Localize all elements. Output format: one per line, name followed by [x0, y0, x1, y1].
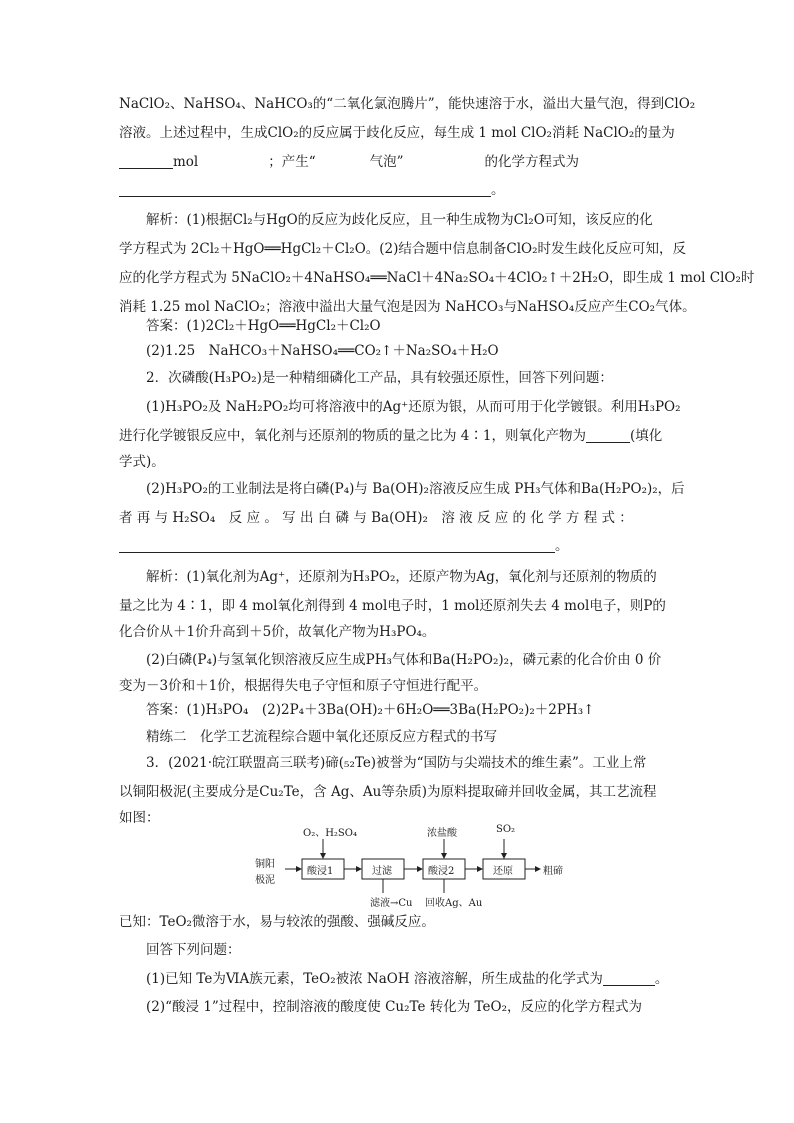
answer-blank[interactable]: [586, 428, 630, 443]
question-3-2: (2)“酸浸 1”过程中，控制溶液的酸度使 Cu₂Te 转化为 TeO₂，反应的化学方程式为: [146, 999, 642, 1015]
answer-blank[interactable]: [603, 971, 655, 986]
question-2a-text: 进行化学镀银反应中，氧化剂与还原剂的物质的量之比为 4∶1，则氧化产物为: [119, 428, 586, 444]
box-1-label: 酸浸1: [307, 866, 334, 877]
text-line-4: [119, 180, 505, 200]
question-2b-line-1: (2)H₃PO₂的工业制法是将白磷(P₄)与 Ba(OH)₂溶液反应生成 PH₃气体和Ba(H₂PO₂)₂，后: [146, 481, 685, 497]
question-3-1-text: (1)已知 Te为ⅥA族元素，TeO₂被浓 NaOH 溶液溶解，所生成盐的化学式为: [146, 971, 603, 987]
analysis-2-line-2: 量之比为 4∶1，即 4 mol氧化剂得到 4 mol电子时，1 mol还原剂失去 4 mol电子，则P的: [119, 598, 666, 614]
analysis-2-line-4: (2)白磷(P₄)与氢氧化钡溶液反应生成PH₃气体和Ba(H₂PO₂)₂，磷元素的化合价由 0 价: [146, 652, 662, 668]
output-label: 粗碲: [543, 866, 563, 877]
question-3-1: [146, 969, 668, 989]
question-2-title: 2．次磷酸(H₃PO₂)是一种精细磷化工产品，具有较强还原性，回答下列问题：: [146, 370, 613, 386]
question-3-line-1: 3．(2021·皖江联盟高三联考)碲(₅₂Te)被誉为“国防与尖端技术的维生素”。工业上常: [146, 755, 647, 771]
question-2b-line-3: [119, 536, 569, 556]
answer-prompt: 回答下列问题：: [146, 942, 241, 958]
analysis-1-line-4: 消耗 1.25 mol NaClO₂；溶液中溢出大量气泡是因为 NaHCO₃与NaHSO₄反应产生CO₂气体。: [119, 299, 696, 315]
question-2b-line-2: 者 再 与 H₂SO₄ 反 应 。 写 出 白 磷 与 Ba(OH)₂ 溶 液 反 应 的 化 学 方 程 式 ：: [119, 510, 633, 526]
answer-1-line-2: (2)1.25 NaHCO₃＋NaHSO₄══CO₂↑＋Na₂SO₄＋H₂O: [146, 343, 499, 359]
recover-label: 回收Ag、Au: [425, 898, 483, 909]
box-4-label: 还原: [493, 866, 513, 877]
mol-unit: mol: [173, 154, 199, 170]
question-2a-line-1: (1)H₃PO₂及 NaH₂PO₂均可将溶液中的Ag⁺还原为银，从而可用于化学镀银。利用H₃PO₂: [146, 399, 681, 415]
question-2a-line-2: [119, 426, 662, 446]
question-2a-tail: (填化: [629, 428, 663, 444]
analysis-1-line-2: 学方程式为 2Cl₂＋HgO══HgCl₂＋Cl₂O。(2)结合题中信息制备ClO₂时发生歧化反应可知，反: [119, 241, 687, 257]
answer-1-line-1: 答案：(1)2Cl₂＋HgO══HgCl₂＋Cl₂O: [146, 318, 381, 334]
analysis-2-line-3: 化合价从＋1价升高到＋5价，故氧化产物为H₃PO₄。: [119, 624, 436, 640]
analysis-1-line-3: 应的化学方程式为 5NaClO₂＋4NaHSO₄══NaCl＋4Na₂SO₄＋4ClO₂↑＋2H₂O，即生成 1 mol ClO₂时: [119, 270, 755, 286]
analysis-1-line-1: 解析：(1)根据Cl₂与HgO的反应为歧化反应，且一种生成物为Cl₂O可知，该反应的化: [146, 212, 653, 228]
reagent-2-label: 浓盐酸: [427, 828, 457, 839]
analysis-2-line-5: 变为－3价和＋1价，根据得失电子守恒和原子守恒进行配平。: [119, 678, 488, 694]
box-2-label: 过滤: [372, 866, 392, 877]
filtrate-label: 滤液→Cu: [370, 898, 413, 909]
text-line-3-rest: ；产生“ 气泡” 的化学方程式为: [268, 154, 580, 170]
answer-blank[interactable]: [119, 154, 173, 169]
text-line-2: 溶液。上述过程中，生成ClO₂的反应属于歧化反应，每生成 1 mol ClO₂消耗 NaClO₂的量为: [119, 125, 675, 141]
period: 。: [654, 971, 669, 987]
question-3-line-3: 如图：: [119, 810, 160, 826]
input-label-2: 极泥: [255, 875, 275, 886]
question-2a-line-3: 学式)。: [119, 454, 165, 470]
period: 。: [491, 182, 505, 198]
question-3-line-2: 以铜阳极泥(主要成分是Cu₂Te，含 Ag、Au等杂质)为原料提取碲并回收金属，其工艺流程: [119, 784, 657, 800]
box-3-label: 酸浸2: [428, 866, 455, 877]
analysis-2-line-1: 解析：(1)氧化剂为Ag⁺，还原剂为H₃PO₂，还原产物为Ag，氧化剂与还原剂的物质的: [146, 569, 657, 585]
answer-blank[interactable]: [119, 182, 491, 197]
text-line-3: [119, 152, 579, 172]
known-info: 已知：TeO₂微溶于水，易与较浓的强酸、强碱反应。: [119, 914, 435, 930]
process-flow-diagram: [255, 823, 575, 909]
input-label-1: 铜阳: [255, 859, 275, 870]
section-heading: 精练二 化学工艺流程综合题中氧化还原反应方程式的书写: [146, 729, 497, 745]
text-line-1: NaClO₂、NaHSO₄、NaHCO₃的“二氧化氯泡腾片”，能快速溶于水，溢出大量气泡，得到ClO₂: [119, 96, 696, 112]
reagent-3-label: SO₂: [496, 824, 516, 835]
answer-blank[interactable]: [119, 538, 555, 553]
reagent-1-label: O₂、H₂SO₄: [303, 828, 357, 839]
period: 。: [555, 538, 569, 554]
answer-2: 答案：(1)H₃PO₄ (2)2P₄＋3Ba(OH)₂＋6H₂O══3Ba(H₂PO₂)₂＋2PH₃↑: [146, 702, 595, 718]
